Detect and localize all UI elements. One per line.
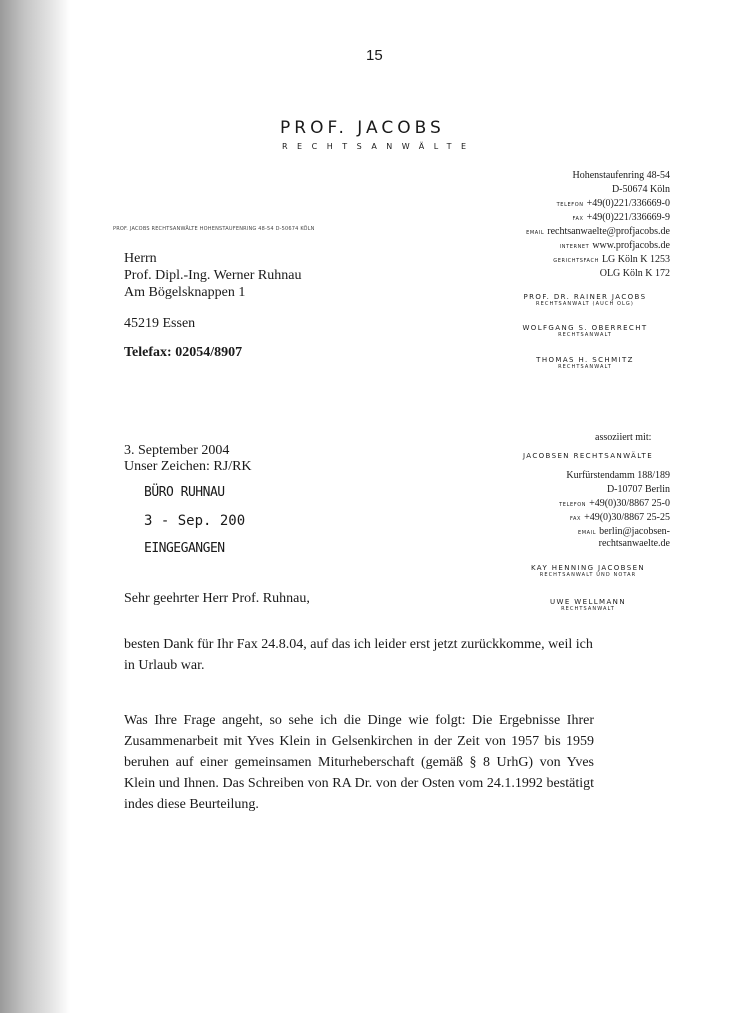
recipient-salutation-line: Herrn (124, 251, 157, 266)
associated-partner-2-name: UWE WELLMANN (550, 598, 626, 606)
partner-1-name: PROF. DR. RAINER JACOBS (523, 293, 647, 301)
gericht-label: GERICHTSFACH (553, 258, 599, 264)
letter-reference: Unser Zeichen: RJ/RK (124, 459, 252, 474)
email-value: rechtsanwaelte@profjacobs.de (547, 226, 670, 237)
associated-email (578, 526, 670, 537)
recipient-city: 45219 Essen (124, 316, 196, 331)
associated-fax (570, 512, 670, 523)
associated-partner-2 (493, 598, 683, 612)
associated-email-value: berlin@jacobsen- (599, 526, 670, 537)
partner-3-name: THOMAS H. SCHMITZ (536, 356, 634, 364)
associated-email-label: EMAIL (577, 530, 597, 536)
partner-1 (500, 293, 670, 307)
stamp-received: EINGEGANGEN (144, 541, 225, 556)
recipient-fax: Telefax: 02054/8907 (124, 345, 243, 360)
fax-label: FAX (572, 216, 584, 222)
partner-2-name: WOLFGANG S. OBERRECHT (522, 324, 648, 332)
firm-subtitle: RECHTSANWÄLTE (282, 142, 476, 151)
firm-name: PROF. JACOBS (280, 118, 445, 138)
telefon-label: TELEFON (556, 202, 584, 208)
contact-email (526, 226, 670, 237)
associated-tel-value: +49(0)30/8867 25-0 (589, 498, 670, 509)
associated-city: D-10707 Berlin (606, 484, 670, 495)
letter-paragraph-2: Was Ihre Frage angeht, so sehe ich die Dinge wie folgt: Die Ergebnisse Ihrer Zusammenarbeit mit Yves Klein in Gelsenkirchen in der Zeit von 1957 bis 1959 beruhen auf einer gemeinsamen Miturheberschaft (gemäß § 8 UrhG) von Yves Klein und Ihnen. Das Schreiben von RA Dr. von der Osten vom 24.1.1992 bestätigt indes diese Beurteilung. (124, 713, 594, 812)
gericht-value-2: OLG Köln K 172 (599, 268, 670, 279)
contact-telefon (557, 198, 670, 209)
page-number: 15 (366, 47, 383, 64)
return-address-line: PROF. JACOBS RECHTSANWÄLTE HOHENSTAUFENRING 48-54 D-50674 KÖLN (113, 226, 315, 232)
contact-city: D-50674 Köln (611, 184, 670, 195)
telefon-value: +49(0)221/336669-0 (586, 198, 670, 209)
fax-value: +49(0)221/336669-9 (586, 212, 670, 223)
associated-firm (493, 452, 683, 460)
associated-fax-label: FAX (570, 516, 582, 522)
partner-1-title: RECHTSANWALT (AUCH OLG) (536, 301, 634, 307)
associated-partner-2-title: RECHTSANWALT (561, 606, 615, 612)
contact-gericht (553, 254, 670, 265)
associated-fax-value: +49(0)30/8867 25-25 (584, 512, 670, 523)
associated-partner-1 (493, 564, 683, 578)
gericht-value-1: LG Köln K 1253 (601, 254, 670, 265)
stamp-date: 3 - Sep. 200 (144, 513, 246, 529)
internet-value: www.profjacobs.de (592, 240, 670, 251)
contact-fax (573, 212, 671, 223)
associated-tel (559, 498, 670, 509)
partner-3 (500, 356, 670, 370)
associated-tel-label: TELEFON (559, 502, 587, 508)
associated-partner-1-title: RECHTSANWALT UND NOTAR (539, 572, 637, 578)
associated-firm-name: JACOBSEN RECHTSANWÄLTE (522, 452, 654, 460)
internet-label: INTERNET (559, 244, 590, 250)
letter-paragraph-1: besten Dank für Ihr Fax 24.8.04, auf das ich leider erst jetzt zurückkomme, weil ich in Urlaub war. (124, 637, 593, 673)
book-binding-shadow (0, 0, 70, 1013)
letter-salutation: Sehr geehrter Herr Prof. Ruhnau, (124, 591, 310, 606)
associated-label: assoziiert mit: (595, 432, 652, 443)
associated-email-2: rechtsanwaelte.de (598, 538, 670, 549)
email-label: EMAIL (526, 230, 545, 236)
associated-street: Kurfürstendamm 188/189 (566, 470, 670, 481)
letter-date: 3. September 2004 (124, 443, 230, 458)
partner-3-title: RECHTSANWALT (558, 364, 612, 370)
contact-street: Hohenstaufenring 48-54 (572, 170, 670, 181)
partner-2 (500, 324, 670, 338)
associated-partner-1-name: KAY HENNING JACOBSEN (530, 564, 646, 572)
stamp-office: BÜRO RUHNAU (144, 485, 225, 500)
recipient-street: Am Bögelsknappen 1 (124, 285, 246, 300)
partner-2-title: RECHTSANWALT (558, 332, 612, 338)
recipient-name: Prof. Dipl.-Ing. Werner Ruhnau (124, 268, 302, 283)
contact-internet (560, 240, 670, 251)
